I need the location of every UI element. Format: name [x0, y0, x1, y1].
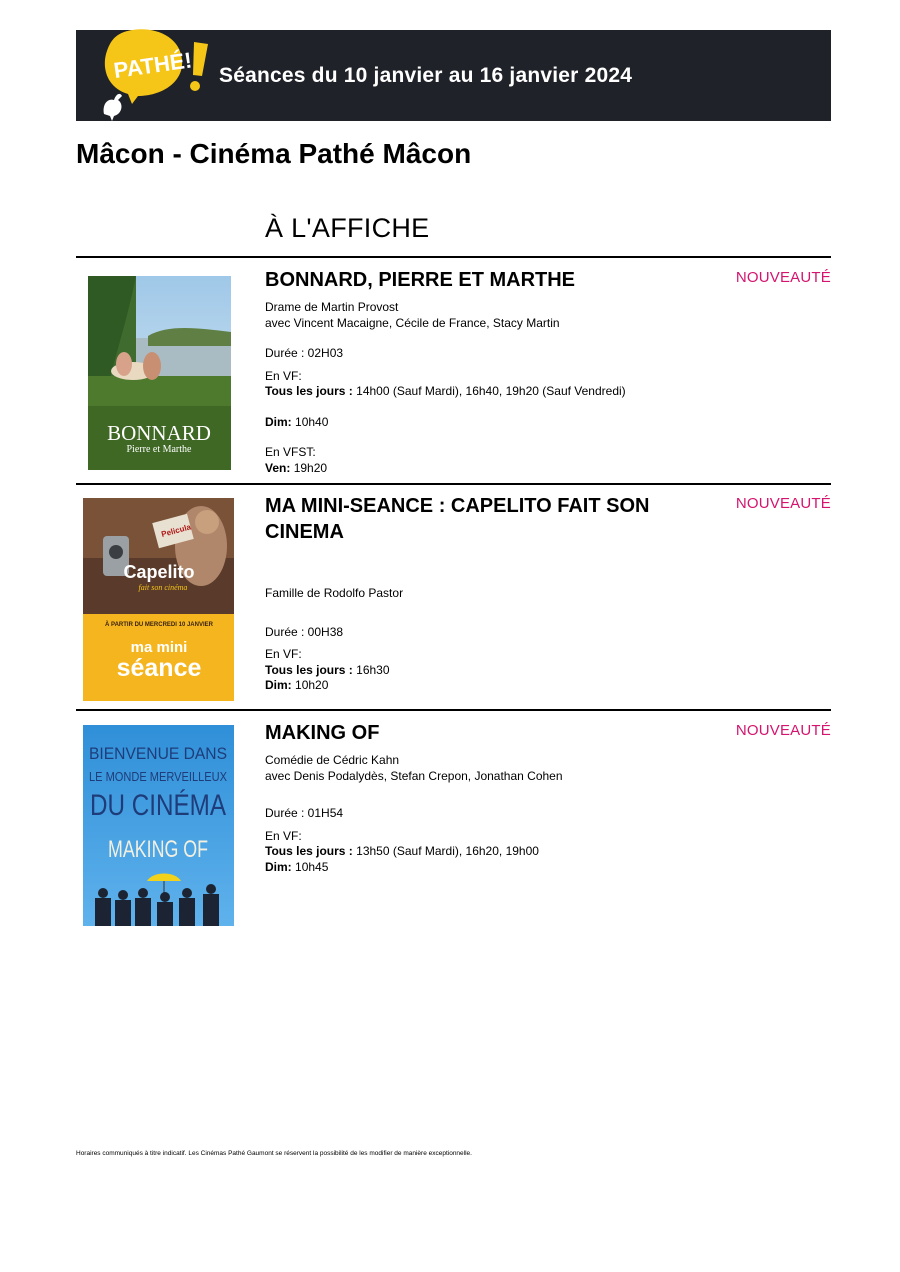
- cinema-title: Mâcon - Cinéma Pathé Mâcon: [76, 138, 472, 169]
- genre-director: Drame de Martin Provost: [265, 300, 399, 314]
- times: 10h45: [295, 859, 329, 874]
- new-badge: NOUVEAUTÉ: [735, 495, 831, 512]
- times: 13h50 (Sauf Mardi), 16h20, 19h00: [356, 844, 539, 858]
- poster-bonnard[interactable]: [88, 276, 231, 470]
- poster-making-of-line4: MAKING OF: [108, 836, 208, 863]
- times: 16h30: [356, 662, 390, 677]
- duration: Durée : 02H03: [265, 346, 344, 360]
- version-label: En VF:: [265, 828, 302, 843]
- banner-title: Séances du 10 janvier au 16 janvier 2024: [219, 64, 633, 87]
- days-label: Dim:: [265, 678, 292, 692]
- logo-text: PATHÉ!: [112, 47, 194, 84]
- showtimes-row: [265, 844, 735, 860]
- times: 14h00 (Sauf Mardi), 16h40, 19h20 (Sauf Vendredi): [356, 384, 626, 398]
- genre-director: Comédie de Cédric Kahn: [265, 753, 400, 767]
- poster-capelito-title: Capelito: [123, 562, 195, 582]
- times: 10h20: [295, 678, 329, 692]
- poster-bonnard-title: BONNARD: [107, 421, 211, 445]
- cast: avec Vincent Macaigne, Cécile de France, Stacy Martin: [265, 315, 560, 330]
- poster-making-of-line2: LE MONDE MERVEILLEUX: [89, 769, 228, 784]
- showtimes-row: [265, 663, 735, 679]
- poster-capelito-brand2: séance: [116, 654, 202, 682]
- version-label: En VFST:: [265, 445, 316, 459]
- days-label: Tous les jours :: [265, 844, 353, 858]
- times: 10h40: [295, 414, 329, 429]
- genre-director: Famille de Rodolfo Pastor: [265, 586, 404, 600]
- new-badge: NOUVEAUTÉ: [735, 269, 831, 286]
- showtimes-row: [265, 384, 735, 400]
- poster-capelito-brand1: ma mini: [130, 639, 188, 656]
- duration: Durée : 01H54: [265, 806, 344, 820]
- poster-capelito-sign: Pelicula: [160, 522, 192, 539]
- poster-making-of[interactable]: [83, 725, 234, 926]
- days-label: Ven:: [265, 460, 291, 475]
- times: 19h20: [293, 460, 328, 475]
- movie-title-capelito[interactable]: MA MINI-SEANCE : CAPELITO FAIT SON CINEMA: [265, 495, 650, 543]
- cast: avec Denis Podalydès, Stefan Crepon, Jonathan Cohen: [265, 768, 563, 783]
- version-label: En VF:: [265, 647, 302, 661]
- days-label: Dim:: [265, 859, 292, 874]
- version-label: En VF:: [265, 368, 302, 383]
- new-badge: NOUVEAUTÉ: [735, 722, 831, 739]
- movie-info-capelito: [265, 586, 735, 694]
- duration: Durée : 00H38: [265, 624, 344, 639]
- movie-title-making-of[interactable]: MAKING OF: [265, 722, 380, 744]
- poster-capelito[interactable]: [83, 498, 234, 701]
- poster-capelito-subtitle: fait son cinéma: [138, 583, 188, 592]
- divider: [76, 709, 831, 711]
- days-label: Dim:: [265, 414, 292, 429]
- pathe-logo: [94, 30, 208, 121]
- poster-making-of-line3: DU CINÉMA: [90, 789, 226, 822]
- section-title: À L'AFFICHE: [265, 213, 430, 243]
- showtimes-row: [265, 415, 735, 431]
- movie-info-bonnard: [265, 300, 735, 476]
- movie-info-making-of: [265, 753, 735, 875]
- divider: [76, 256, 831, 258]
- days-label: Tous les jours :: [265, 662, 353, 677]
- showtimes-row: [265, 678, 735, 694]
- showtimes-row: [265, 860, 735, 876]
- days-label: Tous les jours :: [265, 384, 353, 398]
- movie-title-bonnard[interactable]: BONNARD, PIERRE ET MARTHE: [265, 269, 576, 291]
- poster-making-of-line1: BIENVENUE DANS: [89, 744, 227, 763]
- poster-capelito-banner: À PARTIR DU MERCREDI 10 JANVIER: [105, 622, 213, 628]
- header-banner: [76, 30, 831, 121]
- divider: [76, 483, 831, 485]
- showtimes-row: [265, 461, 735, 477]
- poster-bonnard-subtitle: Pierre et Marthe: [126, 444, 192, 455]
- footer-disclaimer: Horaires communiqués à titre indicatif. Les Cinémas Pathé Gaumont se réservent la possibilité de les modifier de manière exceptionnelle.: [76, 1150, 472, 1157]
